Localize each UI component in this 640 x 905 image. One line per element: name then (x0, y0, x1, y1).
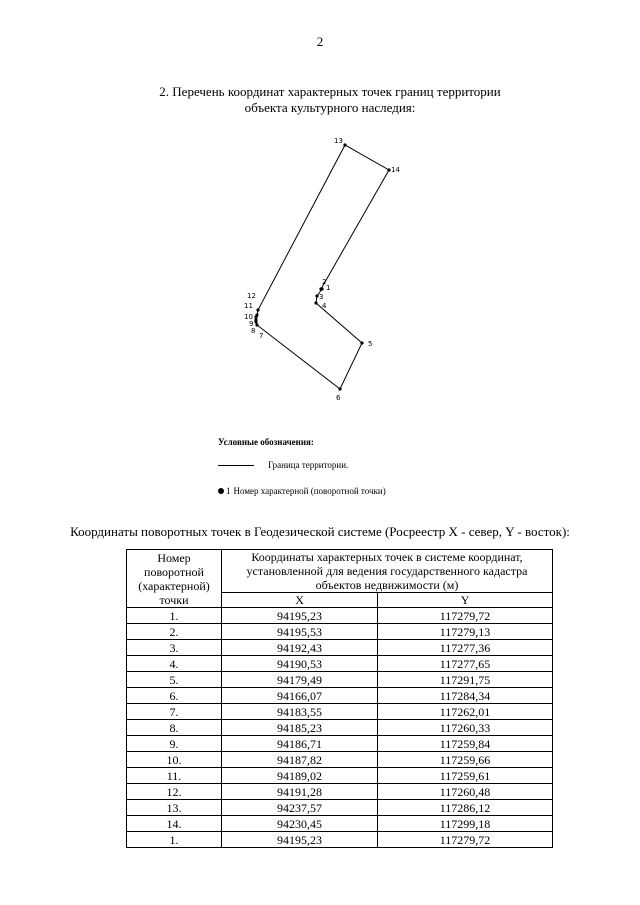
table-row (127, 704, 553, 720)
boundary-point-label: 12 (247, 292, 256, 300)
point-number-cell: 8. (127, 720, 222, 736)
point-number-cell: 6. (127, 688, 222, 704)
x-coordinate-cell: 94192,43 (222, 640, 378, 656)
table-row (127, 832, 553, 848)
point-number-cell: 2. (127, 624, 222, 640)
y-coordinate-cell: 117259,84 (378, 736, 553, 752)
boundary-point-label: 7 (259, 332, 264, 340)
x-coordinate-cell: 94186,71 (222, 736, 378, 752)
boundary-point-label: 1 (326, 284, 331, 292)
page-number: 2 (316, 34, 324, 49)
y-coordinate-cell: 117260,48 (378, 784, 553, 800)
coordinates-caption: Координаты поворотных точек в Геодезической системе (Росреестр X - север, Y - восток): (70, 524, 570, 539)
x-coordinate-cell: 94187,82 (222, 752, 378, 768)
table-row (127, 720, 553, 736)
boundary-point-marker (255, 323, 258, 326)
y-coordinate-cell: 117260,33 (378, 720, 553, 736)
point-number-cell: 12. (127, 784, 222, 800)
boundary-point-marker (320, 287, 323, 290)
y-coordinate-cell: 117262,01 (378, 704, 553, 720)
x-coordinate-cell: 94195,23 (222, 608, 378, 624)
header-x: X (222, 593, 378, 608)
x-coordinate-cell: 94195,53 (222, 624, 378, 640)
table-row (127, 672, 553, 688)
x-coordinate-cell: 94183,55 (222, 704, 378, 720)
boundary-point-marker (338, 387, 341, 390)
boundary-points (254, 143, 390, 390)
legend-line-symbol (218, 465, 254, 466)
boundary-point-label: 14 (391, 166, 400, 174)
table-row (127, 608, 553, 624)
x-coordinate-cell: 94230,45 (222, 816, 378, 832)
boundary-point-marker (314, 301, 317, 304)
boundary-point-label: 2 (322, 278, 327, 286)
x-coordinate-cell: 94189,02 (222, 768, 378, 784)
table-row (127, 688, 553, 704)
point-number-cell: 1. (127, 832, 222, 848)
boundary-point-label: 9 (249, 320, 254, 328)
table-row (127, 784, 553, 800)
boundary-polygon (256, 145, 389, 389)
boundary-point-label: 3 (319, 293, 324, 301)
point-number-cell: 4. (127, 656, 222, 672)
y-coordinate-cell: 117279,13 (378, 624, 553, 640)
point-number-cell: 13. (127, 800, 222, 816)
y-coordinate-cell: 117299,18 (378, 816, 553, 832)
header-point-number: Номер поворотной (характерной) точки (127, 550, 222, 608)
header-y: Y (378, 593, 553, 608)
table-row (127, 816, 553, 832)
point-number-cell: 11. (127, 768, 222, 784)
table-row (127, 752, 553, 768)
x-coordinate-cell: 94237,57 (222, 800, 378, 816)
point-number-cell: 1. (127, 608, 222, 624)
y-coordinate-cell: 117279,72 (378, 608, 553, 624)
boundary-point-marker (343, 143, 346, 146)
x-coordinate-cell: 94179,49 (222, 672, 378, 688)
coordinates-table (126, 549, 553, 848)
x-coordinate-cell: 94195,23 (222, 832, 378, 848)
table-row (127, 640, 553, 656)
boundary-point-label: 8 (251, 327, 256, 335)
table-row (127, 800, 553, 816)
boundary-point-labels (244, 137, 400, 402)
x-coordinate-cell: 94166,07 (222, 688, 378, 704)
table-row (127, 736, 553, 752)
legend-boundary (218, 460, 348, 470)
legend-boundary-label: Граница территории. (268, 460, 349, 470)
boundary-point-label: 5 (368, 340, 373, 348)
point-number-cell: 14. (127, 816, 222, 832)
point-number-cell: 10. (127, 752, 222, 768)
boundary-point-label: 6 (336, 394, 341, 402)
legend-dot-symbol (218, 488, 224, 494)
x-coordinate-cell: 94191,28 (222, 784, 378, 800)
point-number-cell: 5. (127, 672, 222, 688)
point-number-cell: 7. (127, 704, 222, 720)
y-coordinate-cell: 117259,66 (378, 752, 553, 768)
boundary-point-label: 10 (244, 313, 253, 321)
legend-title: Условные обозначения: (218, 437, 314, 447)
table-row (127, 768, 553, 784)
table-row (127, 624, 553, 640)
territory-boundary-plan (0, 0, 640, 430)
point-number-cell: 9. (127, 736, 222, 752)
header-coordinates: Координаты характерных точек в системе координат, установленной для ведения государственного кадастра объектов недвижимости (м) (222, 550, 553, 593)
y-coordinate-cell: 117279,72 (378, 832, 553, 848)
boundary-point-marker (255, 313, 258, 316)
boundary-point-label: 4 (322, 302, 327, 310)
boundary-point-marker (256, 308, 259, 311)
boundary-point-marker (254, 318, 257, 321)
boundary-point-label: 13 (334, 137, 343, 145)
boundary-point-marker (360, 341, 363, 344)
legend-point (218, 486, 386, 496)
table-row (127, 656, 553, 672)
boundary-point-label: 11 (244, 302, 253, 310)
y-coordinate-cell: 117284,34 (378, 688, 553, 704)
legend-point-marker: 1 (226, 486, 231, 496)
legend-point-label: Номер характерной (поворотной точки) (233, 486, 386, 496)
y-coordinate-cell: 117277,36 (378, 640, 553, 656)
heading-line-2: объекта культурного наследия: (244, 100, 416, 115)
y-coordinate-cell: 117277,65 (378, 656, 553, 672)
y-coordinate-cell: 117291,75 (378, 672, 553, 688)
y-coordinate-cell: 117286,12 (378, 800, 553, 816)
x-coordinate-cell: 94190,53 (222, 656, 378, 672)
heading-line-1: 2. Перечень координат характерных точек границ территории (159, 84, 501, 99)
point-number-cell: 3. (127, 640, 222, 656)
y-coordinate-cell: 117259,61 (378, 768, 553, 784)
x-coordinate-cell: 94185,23 (222, 720, 378, 736)
